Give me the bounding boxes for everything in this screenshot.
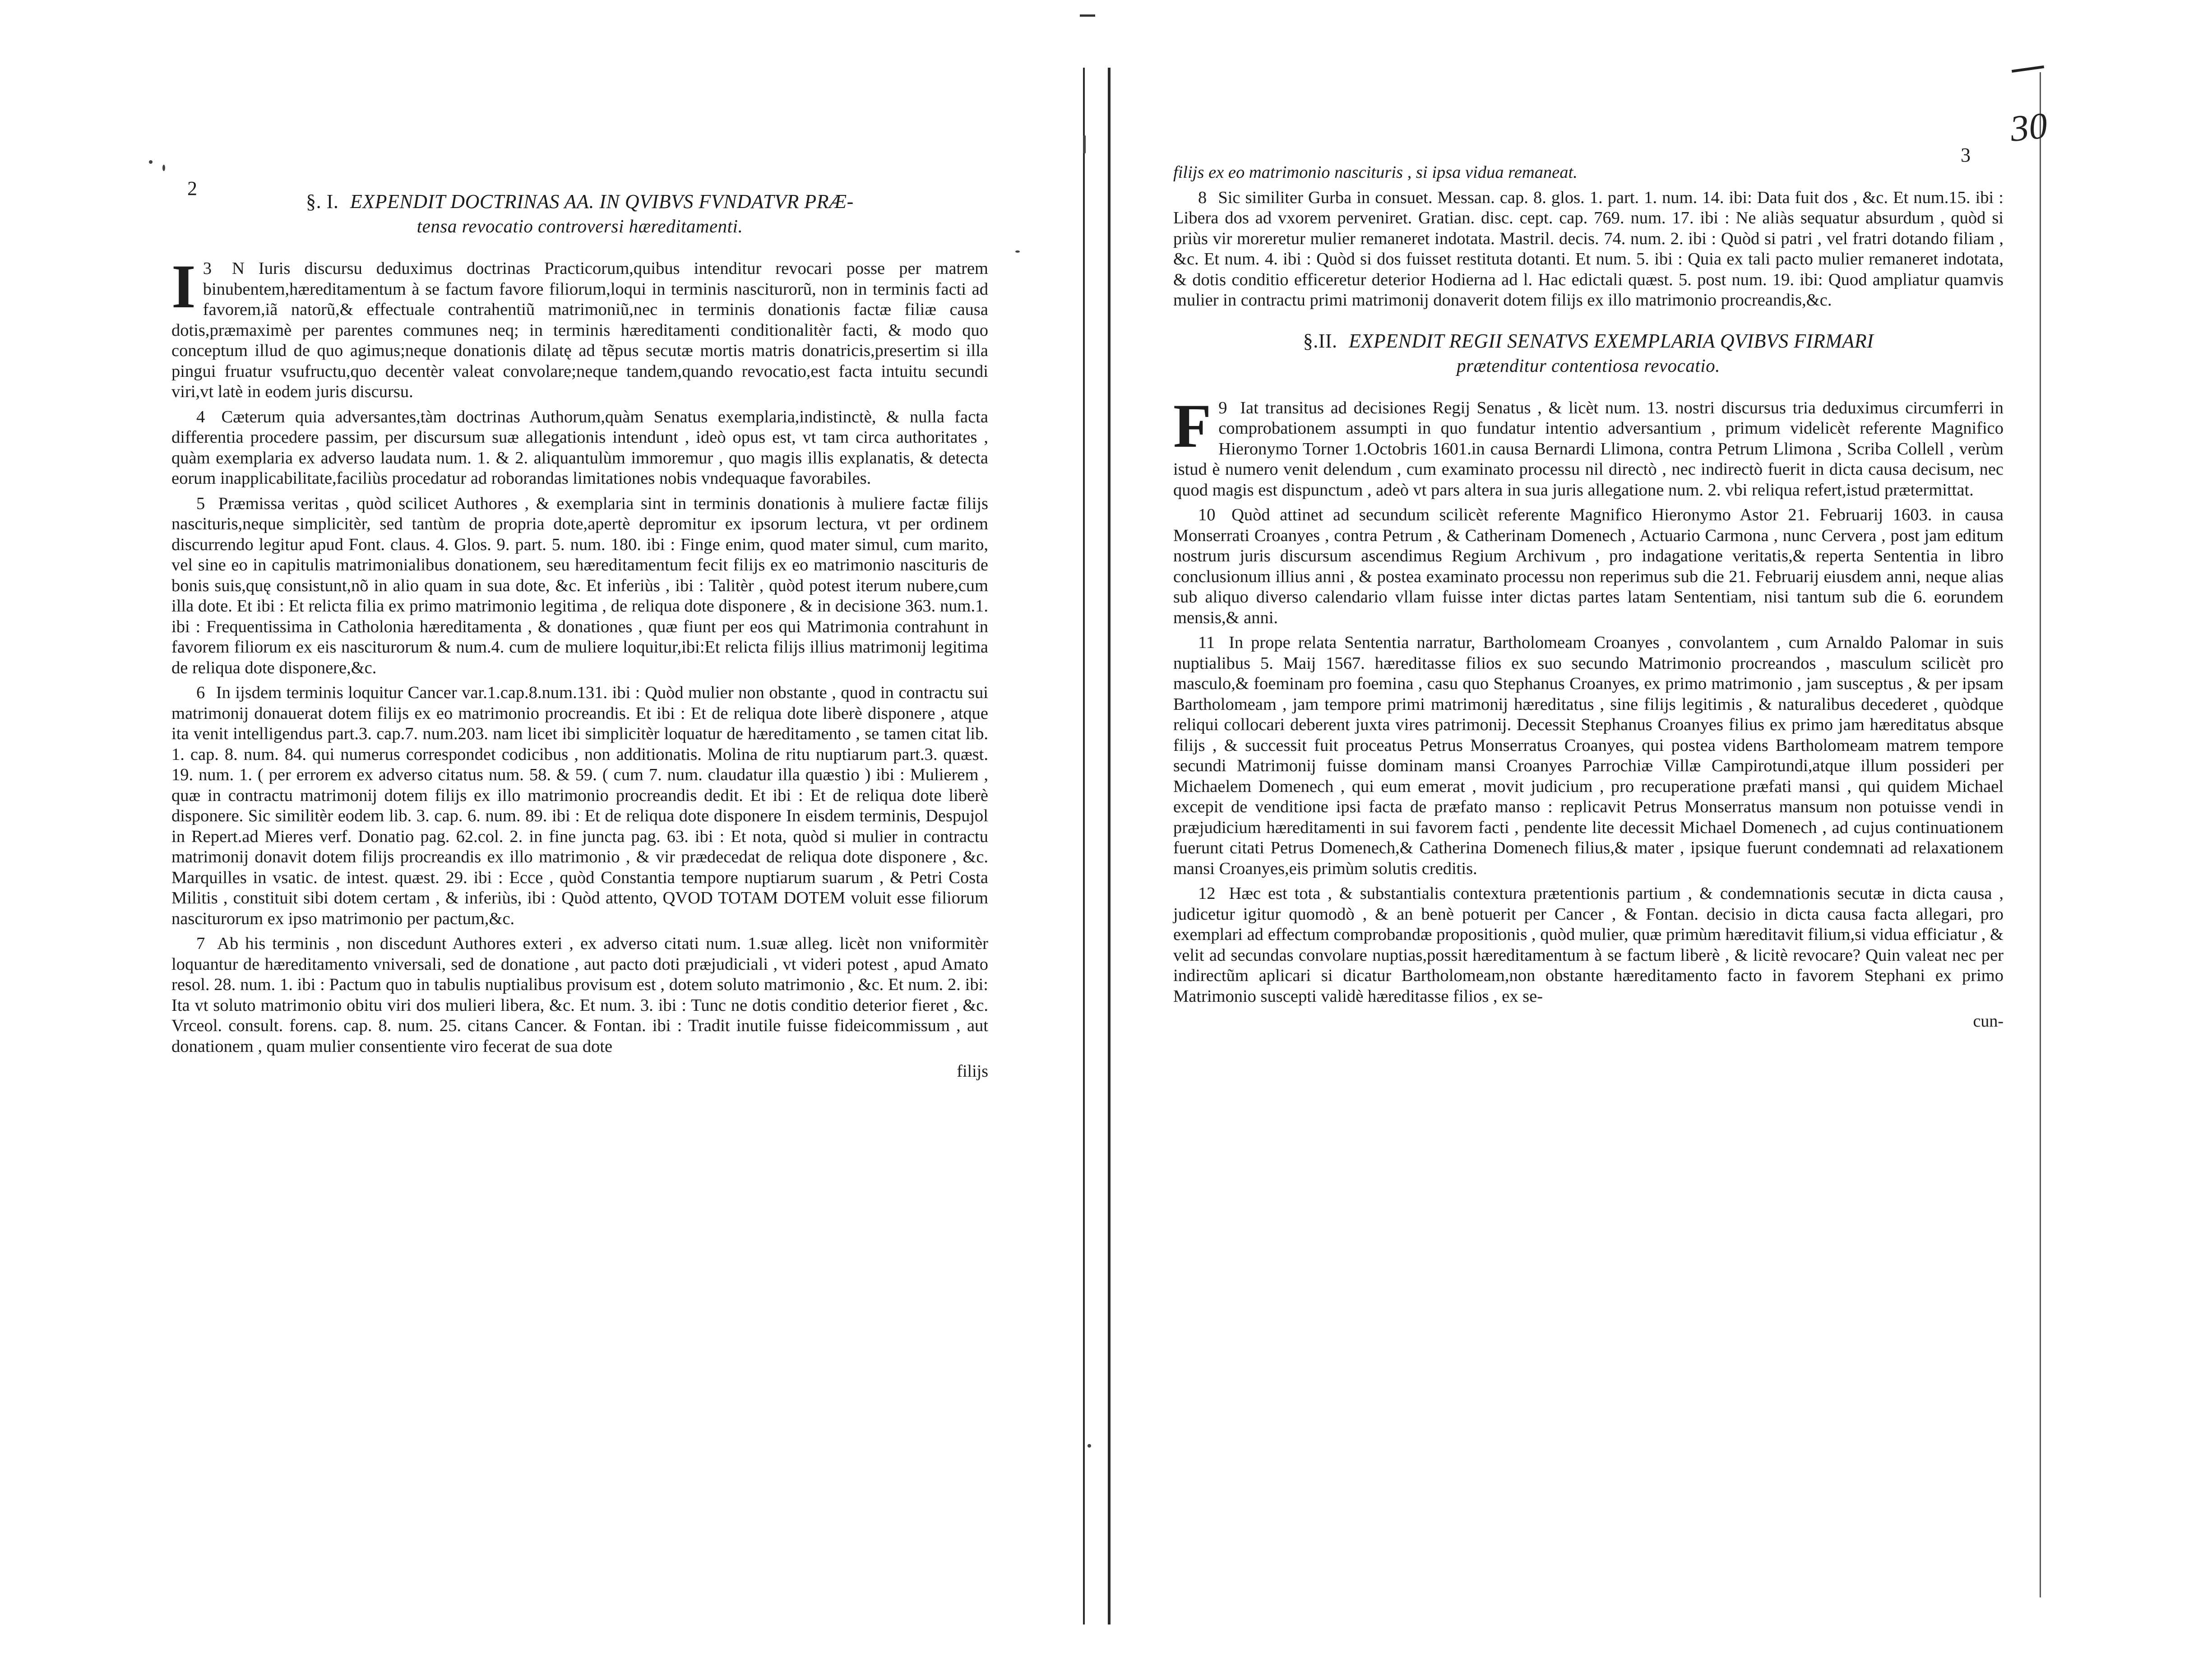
paragraph-5: [171, 494, 988, 679]
scan-speck: [149, 160, 153, 164]
paragraph-3: [171, 252, 988, 403]
section-number: §. I.: [306, 190, 339, 213]
paragraph-text: N Iuris discursu deduximus doctrinas Practicorum,quibus intenditur revocari posse per matrem binubentem,hæreditamentum à se factum favore filiorum,loqui in terminis nasciturorũ, non in terminis facti ad favorem,iã natorũ,& effectuale contrahentiũ matrimoniũ,nec in terminis donationis factæ filiæ causa dotis,præmaximè per parentes communes neq; in terminis hæreditamenti conditionalitèr facti, & modo quo conceptum illud de quo agimus;neque donationis dilatę ad tẽpus secutæ mortis matris donatricis,presertim si illa pingui fruatur vsufructu,quo decentèr valeat convolare;neque tandem,quando revocatio,est facta intuitu secundi viri,vt latè in eodem juris discursu.: [171, 259, 988, 401]
paragraph-number: 7: [196, 934, 205, 953]
paragraph-text: Ab his terminis , non discedunt Authores exteri , ex adverso citati num. 1.suæ alleg. licèt non vniformitèr loquantur de hæreditamento vniversali, sed de donatione , aut pacto doti præjudiciali , vt videri potest , apud Amato resol. 28. num. 1. ibi : Pactum quo in tabulis nuptialibus provisum est , dotem soluto matrimonio , &c. Et num. 2. ibi: Ita vt soluto matrimonio obitu viri dos mulieri libera, &c. Et num. 3. ibi : Tunc ne dotis conditio deterior fieret , &c. Vrceol. consult. forens. cap. 8. num. 25. citans Cancer. & Fontan. ibi : Tradit inutile fuisse fideicommissum , aut donationem , quam mulier consentiente viro fecerat de sua dote: [171, 934, 988, 1056]
paragraph-text: Quòd attinet ad secundum scilicèt referente Magnifico Hieronymo Astor 21. Februarij 1603. in causa Monserrati Croanyes , contra Petrum , & Catherinam Domenech , Actuario Carmona , nunc Cervera , post jam editum nostrum juris discursum ascendimus Regium Archivum , pro indagatione veritatis,& reperta Sententia in libro conclusionum illius anni , & postea examinato processu non reperimus sub die 21. Februarij eiusdem anni, neque alias sub aliquo diverso calendario vllam fuisse inter dictas partes latam Sententiam, nisi tantum sub die 6. eorundem mensis,& anni.: [1173, 505, 2004, 627]
scan-speck: [1015, 250, 1020, 253]
paragraph-number: 4: [196, 407, 205, 426]
page-edge-right: [2040, 72, 2041, 1597]
left-page: [171, 0, 988, 1680]
section-subtitle: tensa revocatio controversi hæreditamenti.: [416, 216, 743, 236]
paragraph-6: [171, 683, 988, 929]
section-subtitle: prætenditur contentiosa revocatio.: [1457, 355, 1720, 376]
paragraph-number: 8: [1198, 188, 1207, 207]
scan-mark: [1080, 14, 1095, 17]
scan-speck: [162, 165, 165, 171]
paragraph-9: [1173, 391, 2004, 501]
scan-speck: [1087, 1444, 1091, 1448]
paragraph-8: [1173, 188, 2004, 311]
scan-speck: [1083, 135, 1086, 153]
paragraph-text: In ijsdem terminis loquitur Cancer var.1.cap.8.num.131. ibi : Quòd mulier non obstante , quod in contractu sui matrimonij donauerat dotem filijs ex eo matrimonio procreandis. Et ibi : Et de reliqua dote liberè disponere , atque ita venit intelligendus part.3. cap.7. num.203. nam licet ibi simplicitèr loquatur de hæreditamento , se tamen citat lib. 1. cap. 8. num. 84. qui numerus correspondet codicibus , non additionatis. Molina de ritu nuptiarum part.3. quæst. 19. num. 1. ( per errorem ex adverso citatus num. 58. & 59. ( cum 7. num. claudatur illa quæstio ) ibi : Mulierem , quæ in contractu matrimonij dotem filijs ex illo matrimonio procreandis dedit. Et ibi : Et de reliqua dote liberè disponere. Sic similitèr eodem lib. 3. cap. 6. num. 89. ibi : Et de reliqua dote disponere In eisdem terminis, Despujol in Repert.ad Mieres verf. Donatio pag. 62.col. 2. in fine juncta pag. 63. ibi : Et nota, quòd si mulier in contractu matrimonij donavit dotem filijs procreandis ex illo matrimonio , & vir prædecedat de reliqua dote disponere , &c. Marquilles in vsatic. de intest. quæst. 29. ibi : Ecce , quòd Constantia tempore nuptiarum suarum , & Petri Costa Militis , constituit sibi dotem certam , & inferiùs, ibi : Quòd attento, QVOD TOTAM DOTEM voluit esse filiorum nasciturorum ex ipso matrimonio per pactum,&c.: [171, 683, 989, 928]
binding-gutter-left: [1083, 68, 1085, 1624]
catchword: filijs: [957, 1062, 988, 1081]
paragraph-text: Hæc est tota , & substantialis contextura prætentionis partium , & condemnationis secutæ in dicta causa , judicetur igitur quomodò , & an benè potuerit per Cancer , & Fontan. decisio in dicta causa facta allegari, pro exemplari ad effectum comprobandæ propositionis , quòd mulier, quæ primùm hæreditavit filium,si vidua efficiatur , & velit ad secundas convolare nuptias,possit hæreditamentum à se factum liberè , & licitè revocare? Quin valeat nec per indirectũm aplicari si dicatur Bartholomeam,non obstante hæreditamento facto in favorem Stephani ex primo Matrimonio suscepti validè hæreditasse filios , ex se-: [1173, 884, 2004, 1006]
paragraph-number: 11: [1198, 633, 1215, 652]
paragraph-number: 9: [1218, 398, 1227, 417]
paragraph-11: [1173, 633, 2004, 879]
page-number-right: 3: [1961, 144, 1971, 166]
paragraph-text: In prope relata Sententia narratur, Bartholomeam Croanyes , convolantem , cum Arnaldo Palomar in suis nuptialibus 5. Maij 1567. hæreditasse filios ex suo secundo Matrimonio procreandos , masculum scilicèt pro masculo,& foeminam pro foemina , casu quo Stephanus Croanyes, ex primo matrimonio , jam susceptus , & per ipsam Bartholomeam , jam tempore primi matrimonij hæreditatus , sine filijs legitimis , & naturalibus decederet , quòdque reliqui collocari deberent juxta vires patrimonij. Decessit Stephanus Croanyes filius ex primo jam hæreditatus absque filijs , & successit fuit proceatus Petrus Monserratus Croanyes, qui postea videns Bartholomeam matrem tempore secundi Matrimonij fuisse dominam mansi Croanyes Parrochiæ Villæ Campirotundi,atque illum possideri per Michaelem Domenech , qui eum emerat , movit judicium , pro recuperatione præfati mansi , qui quidem Michael excepit de venditione ipsi facta de præfato manso : replicavit Petrus Monserratus mansum non potuisse vendi in præjudicium hæreditamenti in sui favorem facti , pendente lite decessit Michael Domenech , ad cujus continuationem fuerunt citati Petrus Domenech,& Catherina Domenech filius,& mater , ipsique fuerunt condemnati ad relaxationem mansi Croanyes,eis primùm solutis creditis.: [1173, 633, 2004, 878]
left-page-body: [171, 190, 988, 1081]
drop-cap: F: [1173, 391, 1212, 460]
paragraph-number: 3: [203, 259, 212, 278]
paragraph-text: Præmissa veritas , quòd scilicet Authores , & exemplaria sint in terminis donationis à muliere factæ filijs nascituris,neque simplicitèr, sed tantùm de propria dote,apertè depromitur ex ipsorum lectura, vt per ordinem discurrendo legitur apud Font. claus. 4. Glos. 9. part. 5. num. 180. ibi : Finge enim, quod mater simul, cum marito, vel sine eo in capitulis matrimonialibus donationem, seu hæreditamentum fecit filijs ex eo matrimonio nascituris de bonis suis,quę consistunt,nõ in alio quam in sua dote, &c. Et inferiùs , ibi : Talitèr , quòd potest iterum nubere,cum illa dote. Et ibi : Et relicta filia ex primo matrimonio legitima , de reliqua dote disponere , & in decisione 363. num.1. ibi : Frequentissima in Catholonia hæreditamenta , & donationes , quæ fiunt per eos qui Matrimonia contrahunt in favorem filiorum ex eis nasciturorum & num.4. cum de muliere loquitur,ibi:Et relicta filijs illius matrimonij legitima de reliqua dote disponere,&c.: [171, 494, 989, 677]
section-number: §.II.: [1303, 329, 1337, 352]
paragraph-number: 5: [196, 494, 205, 513]
handwritten-folio-number: 30: [2008, 104, 2050, 150]
paragraph-text: Cæterum quia adversantes,tàm doctrinas Authorum,quàm Senatus exemplaria,indistinctè, & nulla facta differentia procedere passim, per discursum suæ allegationis intendunt , ideò opus est, vt tam circa authoritates , quàm exemplaria ex adverso laudata num. 1. & 2. aliquantulùm immoremur , quo magis illis explanatis, & detecta eorum inapplicabilitate,faciliùs procedatur ad roborandas limitationes nobis vndequaque favorabiles.: [171, 407, 988, 488]
catchword: cun-: [1973, 1012, 2004, 1031]
paragraph-10: [1173, 505, 2004, 628]
paragraph-number: 6: [196, 683, 205, 702]
handwritten-dash: [2012, 65, 2044, 73]
drop-cap: I: [171, 252, 196, 321]
binding-gutter-right: [1108, 68, 1111, 1624]
right-page: [1173, 0, 2004, 1680]
paragraph-text: Iat transitus ad decisiones Regij Senatus , & licèt num. 13. nostri discursus tria deduximus circumferri in comprobationem assumpti in quo fundatur intentio adversantium , primum videlicèt referente Magnifico Hieronymo Torner 1.Octobris 1601.in causa Bernardi Llimona, contra Petrum Llimona , Scriba Collell , verùm istud è numero venit delendum , cum examinato processu nil directò , nec indirectò fuerit in dicta causa decisum, nec quod magis est dispunctum , adeò vt pars altera in sua juris allegatione num. 2. vbi reliqua refert,istud prætermittat.: [1173, 398, 2004, 500]
paragraph-text: Sic similiter Gurba in consuet. Messan. cap. 8. glos. 1. part. 1. num. 14. ibi: Data fuit dos , &c. Et num.15. ibi : Libera dos ad vxorem perveniret. Gratian. disc. cept. cap. 769. num. 17. ibi : Ne aliàs sequatur absurdum , quòd si priùs vir moreretur mulier remaneret indotata. Mastril. decis. 74. num. 2. ibi : Quòd si patri , vel fratri dotando filiam , &c. Et num. 4. ibi : Quòd si dos fuisset restituta dotanti. Et num. 5. ibi : Quia ex tali pacto mulier remaneret indotata, & dotis conditio efficeretur deterior Hodierna ad l. Hac edictali quæst. 5. post num. 19. ibi: Quod ampliatur quamvis mulier in contractu primi matrimonij donaverit dotem filijs ex illo matrimonio procreandis,&c.: [1173, 188, 2004, 310]
section-title: EXPENDIT DOCTRINAS AA. IN QVIBVS FVNDATVR PRÆ-: [350, 190, 854, 213]
section-heading-2: [1173, 329, 2004, 378]
paragraph-7: [171, 934, 988, 1057]
page-number-left: 2: [187, 177, 197, 199]
paragraph-number: 12: [1198, 884, 1216, 903]
paragraph-12: [1173, 884, 2004, 1007]
section-heading-1: [171, 190, 988, 238]
right-page-body: [1173, 162, 2004, 1031]
paragraph-number: 10: [1198, 505, 1216, 524]
section-title: EXPENDIT REGII SENATVS EXEMPLARIA QVIBVS FIRMARI: [1349, 329, 1874, 352]
paragraph-4: [171, 407, 988, 489]
continuation-line: filijs ex eo matrimonio nascituris , si ipsa vidua remaneat.: [1173, 163, 1578, 182]
